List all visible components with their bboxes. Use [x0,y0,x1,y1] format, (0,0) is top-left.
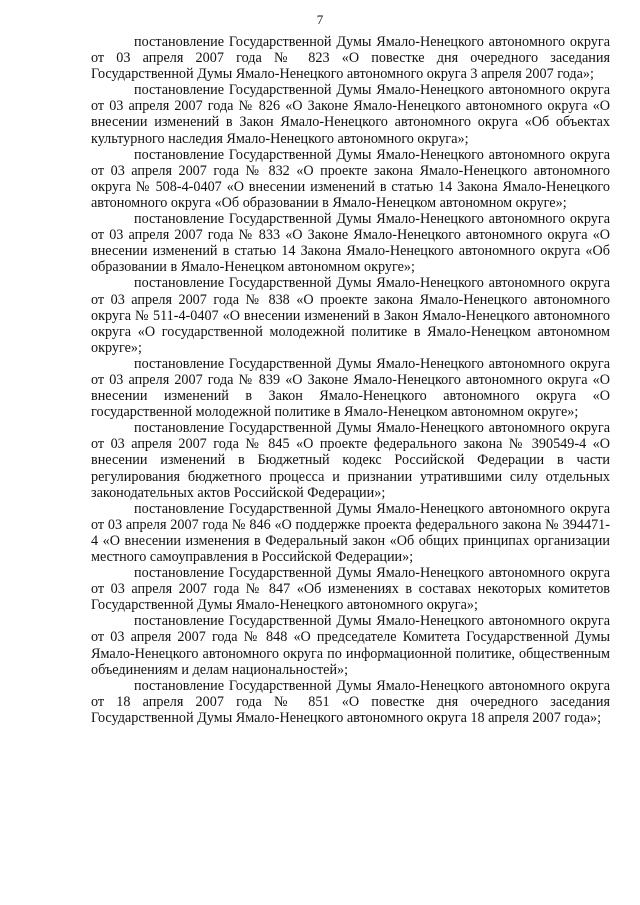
paragraph-resolution-846: постановление Государственной Думы Ямало-Ненецкого автономного округа от 03 апреля 2007 года № 846 «О поддержке проекта федерального закона № 394471-4 «О внесении изменения в Федеральный закон «Об общих принципах организации местного самоуправления в Российской Федерации»; [91,500,610,565]
paragraph-resolution-838: постановление Государственной Думы Ямало-Ненецкого автономного округа от 03 апреля 2007 года № 838 «О проекте закона Ямало-Ненецкого автономного округа № 511-4-0407 «О внесении изменений в Закон Ямало-Ненецкого автономного округа «О государственной молодежной политике в Ямало-Ненецком автономном округе»; [91,275,610,356]
paragraph-resolution-826: постановление Государственной Думы Ямало-Ненецкого автономного округа от 03 апреля 2007 года № 826 «О Законе Ямало-Ненецкого автономного округа «О внесении изменений в Закон Ямало-Ненецкого автономного округа «Об объектах культурного наследия Ямало-Ненецкого автономного округа»; [91,82,610,147]
paragraph-resolution-847: постановление Государственной Думы Ямало-Ненецкого автономного округа от 03 апреля 2007 года № 847 «Об изменениях в составах некоторых комитетов Государственной Думы Ямало-Ненецкого автономного округа»; [91,565,610,614]
paragraph-resolution-845: постановление Государственной Думы Ямало-Ненецкого автономного округа от 03 апреля 2007 года № 845 «О проекте федерального закона № 390549-4 «О внесении изменений в Бюджетный кодекс Российской Федерации в части регулирования бюджетного процесса и признании утратившими силу отдельных законодательных актов Российской Федерации»; [91,420,610,501]
paragraph-resolution-851: постановление Государственной Думы Ямало-Ненецкого автономного округа от 18 апреля 2007 года № 851 «О повестке дня очередного заседания Государственной Думы Ямало-Ненецкого автономного округа 18 апреля 2007 года»; [91,677,610,726]
paragraph-resolution-832: постановление Государственной Думы Ямало-Ненецкого автономного округа от 03 апреля 2007 года № 832 «О проекте закона Ямало-Ненецкого автономного округа № 508-4-0407 «О внесении изменений в статью 14 Закона Ямало-Ненецкого автономного округа «Об образовании в Ямало-Ненецком автономном округе»; [91,146,610,211]
paragraph-resolution-833: постановление Государственной Думы Ямало-Ненецкого автономного округа от 03 апреля 2007 года № 833 «О Законе Ямало-Ненецкого автономного округа «О внесении изменений в статью 14 Закона Ямало-Ненецкого автономного округа «Об образовании в Ямало-Ненецком автономном округе»; [91,211,610,276]
paragraph-resolution-839: постановление Государственной Думы Ямало-Ненецкого автономного округа от 03 апреля 2007 года № 839 «О Законе Ямало-Ненецкого автономного округа «О внесении изменений в Закон Ямало-Ненецкого автономного округа «О государственной молодежной политике в Ямало-Ненецком автономном округе»; [91,355,610,421]
paragraph-resolution-848: постановление Государственной Думы Ямало-Ненецкого автономного округа от 03 апреля 2007 года № 848 «О председателе Комитета Государственной Думы Ямало-Ненецкого автономного округа по информационной политике, общественным объединениям и делам национальностей»; [91,613,610,678]
document-body [91,34,610,726]
page-number: 7 [316,12,324,27]
paragraph-resolution-823: постановление Государственной Думы Ямало-Ненецкого автономного округа от 03 апреля 2007 года № 823 «О повестке дня очередного заседания Государственной Думы Ямало-Ненецкого автономного округа 3 апреля 2007 года»; [91,34,610,83]
